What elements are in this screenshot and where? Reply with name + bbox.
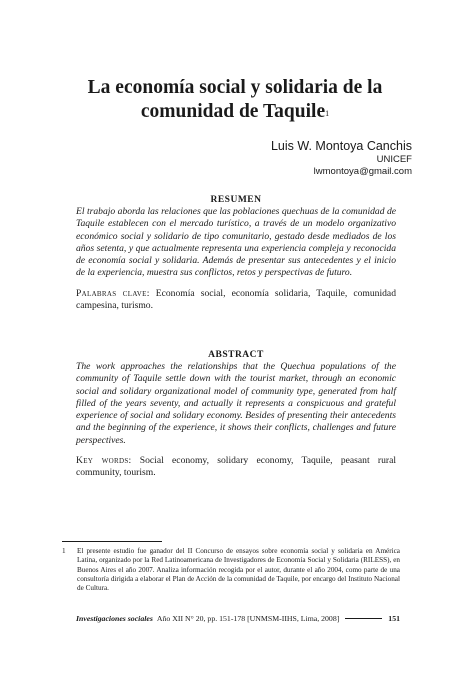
- footer-journal-name: Investigaciones sociales: [76, 614, 153, 623]
- abstract-keywords-text: Social economy, solidary economy, Taquile, peasant rural community, tourism.: [76, 455, 396, 479]
- page-number: 151: [388, 614, 400, 623]
- footnote-number: 1: [62, 547, 66, 555]
- abstract-heading: ABSTRACT: [208, 350, 264, 360]
- resumen-heading: RESUMEN: [210, 195, 262, 205]
- resumen-section: [76, 194, 396, 312]
- title-line-2: comunidad de Taquile$^1$: [140, 101, 330, 122]
- footer-rule: [345, 618, 382, 619]
- resumen-keywords-label: Palabras clave:: [76, 287, 150, 299]
- title-footnote-mark: 1: [325, 109, 330, 118]
- abstract-body: The work approaches the relationships that the Quechua populations of the community of Taquile settle down with the tourist market, through an economic social and solidary organizational model of community type, generated from half filled of the years seventy, and actually it represents a conspicuous and grateful experience of social and solidary economy. Besides of presenting their antecedents and the beginning of the experience, it shows their conflicts, challenges and future perspectives.: [76, 361, 396, 446]
- author-block: [271, 139, 412, 178]
- footnote-text: El presente estudio fue ganador del II Concurso de ensayos sobre economía social y solidaria en América Latina, organizado por la Red Latinoamericana de Investigadores de Economía Social y Solidaria (RILESS), en Buenos Aires el año 2007. Analiza información recogida por el autor, durante el año 2004, como parte de una consultoría dirigida a elaborar el Plan de Acción de la comunidad de Taquile, por encargo del Instituto Nacional de Cultura.: [77, 547, 400, 593]
- resumen-keywords-text: Economía social, economía solidaria, Taquile, comunidad campesina, turismo.: [76, 287, 396, 312]
- abstract-keywords-label: Key words:: [76, 455, 132, 467]
- resumen-body: El trabajo aborda las relaciones que las poblaciones quechuas de la comunidad de Taquile establecen con el mercado turístico, a través de un modelo organizativo económico social y solidario de tipo comunitario, gestado desde mediados de los años setenta, y que actualmente representa una experiencia compleja y reconocida de economía social y solidaria. Además de presentar sus antecedentes y el inicio de la experiencia, muestra sus conflictos, retos y perspectivas de futuro.: [76, 206, 396, 279]
- abstract-section: [76, 349, 396, 480]
- footer-issue-details: Año XII N° 20, pp. 151-178 [UNMSM-IIHS, Lima, 2008]: [156, 614, 340, 623]
- footnote: [62, 547, 400, 593]
- footnote-divider: [62, 541, 162, 542]
- title-line-1: La economía social y solidaria de la: [87, 77, 383, 98]
- article-title: [60, 76, 410, 124]
- resumen-keywords: [76, 288, 396, 313]
- author-affiliation: UNICEF: [376, 154, 412, 165]
- running-footer: [76, 614, 400, 624]
- author-name: Luis W. Montoya Canchis: [270, 139, 412, 153]
- author-email: lwmontoya@gmail.com: [313, 166, 412, 177]
- abstract-keywords: [76, 455, 396, 480]
